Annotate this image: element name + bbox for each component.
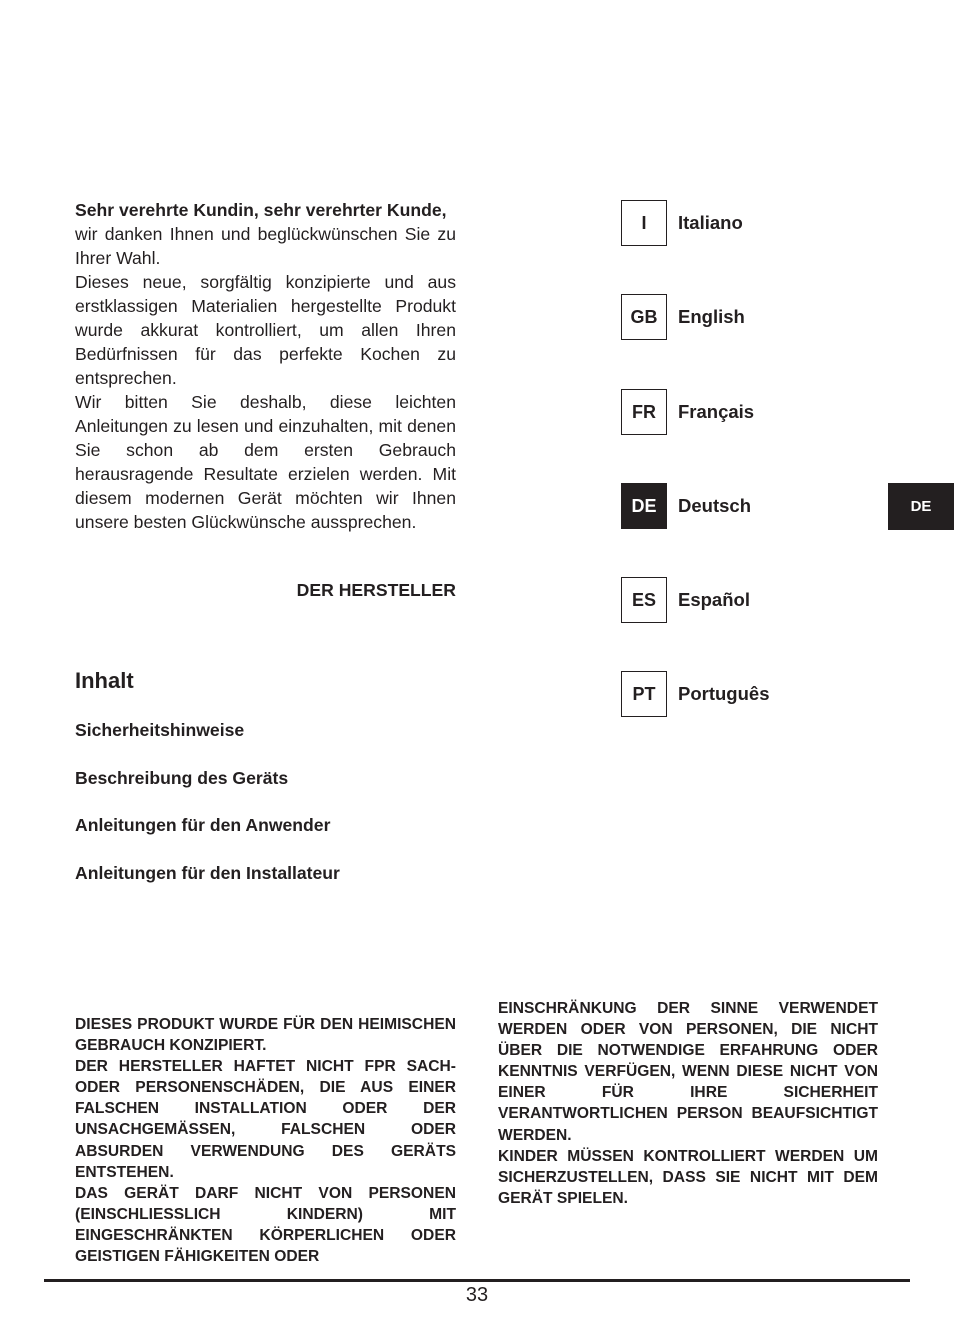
warning-paragraph: EINSCHRÄNKUNG DER SINNE VERWENDET WERDEN ODER VON PERSONEN, DIE NICHT ÜBER DIE NOTWENDIGE ERFAHRUNG ODER KENNTNIS VERFÜGEN, WENN DIESE NICHT VON EINER FÜR IHRE SICHERHEIT VERANTWORTLICHEN PERSON BEAUFSICHTIGT WERDEN. xyxy=(498,1000,878,1144)
language-code-box: I xyxy=(621,200,667,246)
language-name: Português xyxy=(678,683,770,704)
language-code-box: PT xyxy=(621,671,667,717)
language-name: English xyxy=(678,306,745,327)
toc-item-description[interactable]: Beschreibung des Geräts xyxy=(75,768,289,788)
language-code-box: ES xyxy=(621,577,667,623)
toc-item-installer-instructions[interactable]: Anleitungen für den Installateur xyxy=(75,863,340,883)
intro-paragraph: Dieses neue, sorgfältig konzipierte und aus erstklassigen Materialien hergestellte Produkt wurde akkurat kontrolliert, um allen Ihren Bedürfnissen für das perfekte Kochen zu entsprechen. xyxy=(75,272,456,388)
language-name: Español xyxy=(678,589,750,610)
toc-item-user-instructions[interactable]: Anleitungen für den Anwender xyxy=(75,815,331,835)
language-row-spanish[interactable] xyxy=(621,577,901,625)
language-row-portuguese[interactable] xyxy=(621,671,901,719)
intro-paragraph: wir danken Ihnen und beglückwünschen Sie zu Ihrer Wahl. xyxy=(75,224,456,268)
language-side-tab[interactable]: DE xyxy=(888,483,954,530)
warning-paragraph: DER HERSTELLER HAFTET NICHT FPR SACH- ODER PERSONENSCHÄDEN, DIE AUS EINER FALSCHEN INSTALLATION ODER DER UNSACHGEMÄSSEN, FALSCHEN ODER ABSURDEN VERWENDUNG DES GERÄTS ENTSTEHEN. xyxy=(75,1058,456,1181)
warning-paragraph: DIESES PRODUKT WURDE FÜR DEN HEIMISCHEN GEBRAUCH KONZIPIERT. xyxy=(75,1016,456,1055)
language-row-english[interactable] xyxy=(621,294,901,342)
warning-column-right xyxy=(498,998,878,1209)
toc-title: Inhalt xyxy=(75,668,134,693)
language-name: Italiano xyxy=(678,212,743,233)
toc-item-safety[interactable]: Sicherheitshinweise xyxy=(75,720,245,740)
greeting: Sehr verehrte Kundin, sehr verehrter Kunde, xyxy=(75,200,447,220)
intro-paragraph: Wir bitten Sie deshalb, diese leichten Anleitungen zu lesen und einzuhalten, mit denen Sie schon ab dem ersten Gebrauch herausragende Resultate erzielen werden. Mit diesem modernen Gerät möchten wir Ihnen unsere besten Glückwünsche aussprechen. xyxy=(75,392,456,532)
page-number: 33 xyxy=(465,1284,489,1306)
language-name: Deutsch xyxy=(678,495,751,516)
footer-rule xyxy=(44,1279,910,1282)
manufacturer-signature: DER HERSTELLER xyxy=(296,580,456,600)
language-code-box-active: DE xyxy=(621,483,667,529)
language-code-box: FR xyxy=(621,389,667,435)
language-row-german[interactable] xyxy=(621,483,901,531)
warning-paragraph: KINDER MÜSSEN KONTROLLIERT WERDEN UM SICHERZUSTELLEN, DASS SIE NICHT MIT DEM GERÄT SPIELEN. xyxy=(498,1147,878,1207)
language-code-box: GB xyxy=(621,294,667,340)
intro-section xyxy=(75,198,456,534)
warning-paragraph: DAS GERÄT DARF NICHT VON PERSONEN (EINSCHLIESSLICH KINDERN) MIT EINGESCHRÄNKTEN KÖRPERLICHEN ODER GEISTIGEN FÄHIGKEITEN ODER xyxy=(75,1184,456,1266)
language-name: Français xyxy=(678,401,755,422)
warning-column-left xyxy=(75,1014,456,1267)
language-row-italian[interactable] xyxy=(621,200,901,248)
language-row-french[interactable] xyxy=(621,389,901,437)
